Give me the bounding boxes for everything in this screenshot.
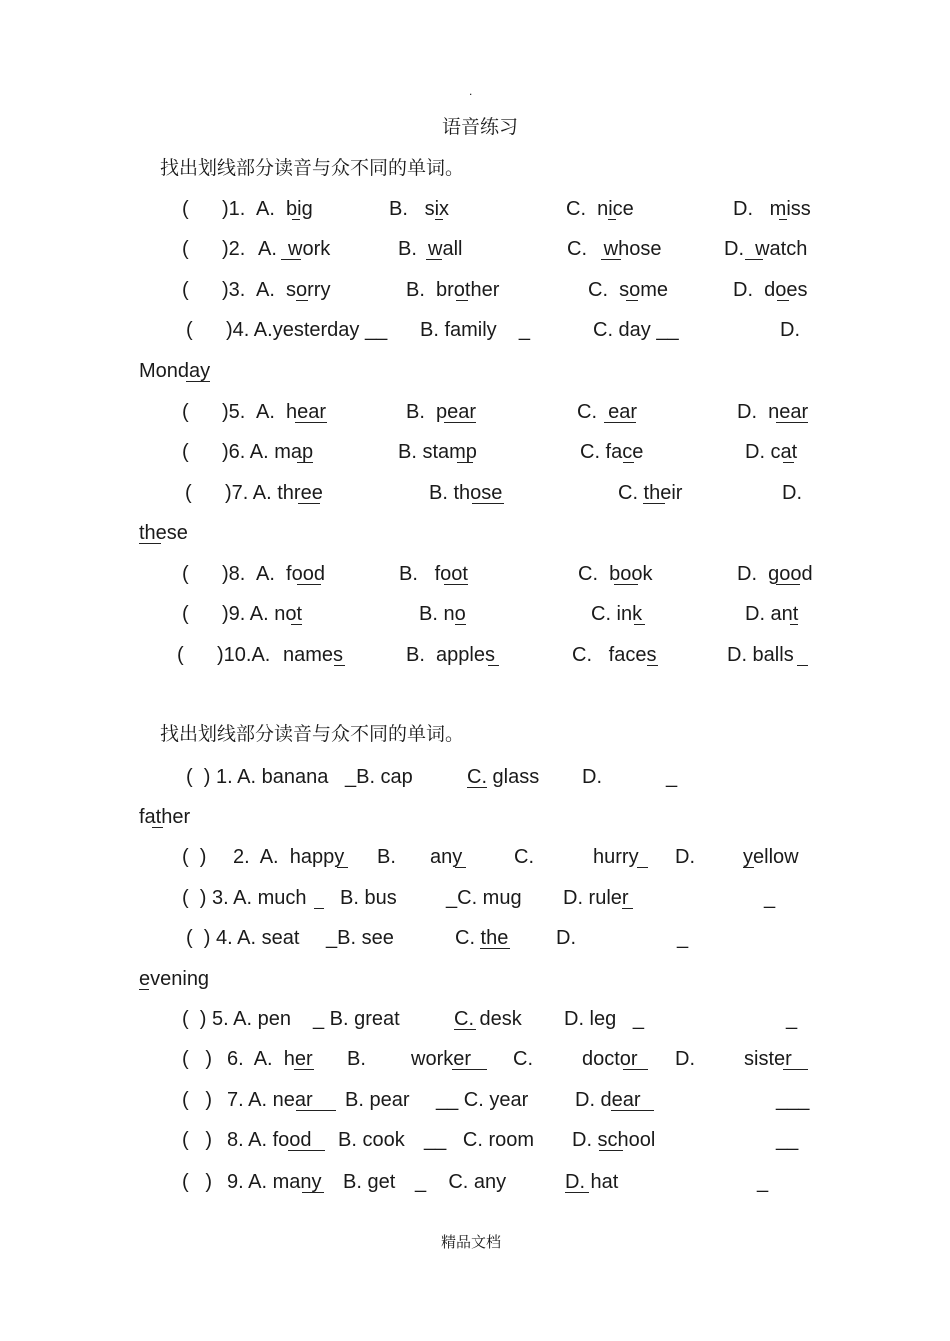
s1-q8-option-b: B. foot [399,563,468,585]
s1-q10-option-c: C. faces [572,644,657,666]
s2-q6-option-c-word: doctor [582,1048,638,1070]
s1-q1-option-a: A. big [256,198,313,220]
s1-q2-option-d: D. watch [724,238,808,260]
s1-q10-option-d: D. balls [727,644,794,666]
underline [297,584,321,585]
s2-q2-option-c-word: hurry [593,846,639,868]
underline [480,948,510,949]
underline [637,867,648,868]
s1-q2-number: ( )2. [182,238,246,260]
s2-q5-number: ( ) 5. A. pen [182,1008,291,1030]
s2-q1-blank: _ [666,766,678,788]
s1-q3-option-c: C. some [588,279,669,301]
section1-instruction: 找出划线部分读音与众不同的单词。 [160,157,465,179]
s2-q7-option-c: __ C. year [436,1089,529,1111]
s1-q10-option-b: B. apples [406,644,495,666]
s2-q5-blank: _ [786,1008,798,1030]
s1-q4-number: ( )4. A.yesterday __ [186,319,388,341]
underline [281,259,301,260]
underline [295,422,327,423]
s2-q8-number: ( ) [182,1129,212,1151]
s1-q4-option-b: B. family _ [420,319,531,341]
underline [288,1150,325,1151]
s1-q10-option-a: names [283,644,344,666]
underline [457,462,473,463]
s2-q2-option-d: D. [675,846,695,868]
underline [776,422,808,423]
s2-q4-blank: _ [677,927,689,949]
underline [296,300,308,301]
s1-q7-option-d-wrap: these [139,522,188,544]
s1-q4-option-d-wrap: Monday [139,360,211,382]
s2-q1-option-c: C. glass [467,766,540,788]
s2-q2-option-b-word: any [430,846,463,868]
s2-q6-option-c: C. [513,1048,533,1070]
underline [777,300,789,301]
underline [455,867,466,868]
s2-q3-option-d: D. ruler [563,887,629,909]
s1-q7-option-c: C. their [618,482,683,504]
s1-q2-option-c: C. whose [567,238,662,260]
underline [291,624,302,625]
s1-q6-option-b: B. stamp [398,441,477,463]
underline [139,543,161,544]
underline [296,1110,336,1111]
underline [776,584,800,585]
underline [797,665,808,666]
s2-q5-option-d: D. leg _ [564,1008,645,1030]
s2-q7-number: ( ) [182,1089,212,1111]
underline [444,422,476,423]
underline [790,624,798,625]
s1-q5-number: ( )5. [182,401,246,423]
s2-q5-option-b: _ B. great [313,1008,400,1030]
s2-q6-option-b-word: worker [411,1048,472,1070]
underline [334,665,345,666]
page-title: 语音练习 [442,116,519,138]
s2-q6-number: ( ) [182,1048,212,1070]
s1-q5-option-c: C. ear [577,401,638,423]
s2-q3-number: ( ) 3. A. much [182,887,307,909]
s2-q2-option-c: C. [514,846,534,868]
underline [604,422,636,423]
underline [297,462,313,463]
s1-q3-option-d: D. does [733,279,808,301]
underline [444,584,468,585]
s1-q8-option-c: C. book [578,563,653,585]
s1-q7-number: ( )7. A. three [185,482,323,504]
s2-q2-option-d-word: yellow [743,846,799,868]
s1-q9-number: ( )9. A. not [182,603,303,625]
footer-text: 精品文档 [441,1233,502,1251]
s1-q6-option-c: C. face [580,441,644,463]
s1-q8-option-d: D. good [737,563,813,585]
s1-q1-number: ( )1. [182,198,246,220]
underline [779,219,787,220]
underline [314,908,324,909]
s2-q7-option-d: D. dear [575,1089,641,1111]
underline [783,1069,808,1070]
s1-q9-option-d: D. ant [745,603,799,625]
underline [623,462,634,463]
underline [139,989,149,990]
s2-q9-option-c: _ C. any [415,1171,507,1193]
underline [599,1150,623,1151]
underline [455,624,466,625]
underline [601,259,621,260]
underline [488,665,499,666]
s1-q7-option-b: B. those [429,482,503,504]
s2-q3-blank: _ [764,887,776,909]
s2-q8-option-c: __ C. room [424,1129,535,1151]
s1-q2-option-a: A. work [258,238,331,260]
s2-q7-option-b: B. pear [345,1089,410,1111]
s1-q7-option-d: D. [782,482,802,504]
s1-q1-option-d: D. miss [733,198,811,220]
s2-q1-option-d-wrap: father [139,806,191,828]
s2-q8-option-d: D. school [572,1129,656,1151]
underline [783,462,794,463]
underline [643,503,665,504]
s2-q4-option-b: _B. see [326,927,394,949]
s2-q2-option-b: B. [377,846,396,868]
underline [622,908,633,909]
s2-q4-option-c: C. the [455,927,509,949]
s1-q3-number: ( )3. [182,279,246,301]
s2-q6-option-a: 6. A. her [227,1048,313,1070]
s2-q5-option-c: C. desk [454,1008,522,1030]
section2-instruction: 找出划线部分读音与众不同的单词。 [160,723,465,745]
s2-q1-number: ( ) 1. A. banana _B. cap [186,766,413,788]
s2-q3-option-b: B. bus [340,887,397,909]
s2-q6-option-d: D. [675,1048,695,1070]
s1-q5-option-d: D. near [737,401,809,423]
underline [745,259,763,260]
underline [634,624,645,625]
underline [337,867,348,868]
underline [623,1069,648,1070]
s2-q6-option-b: B. [347,1048,366,1070]
s1-q6-number: ( )6. A. map [182,441,314,463]
s1-q5-option-a: A. hear [256,401,327,423]
s2-q8-option-a: 8. A. food [227,1129,312,1151]
underline [302,1192,324,1193]
underline [294,1069,314,1070]
s2-q7-blank: ___ [776,1089,810,1111]
underline [435,219,443,220]
underline [467,787,487,788]
underline [452,1069,487,1070]
s2-q8-blank: __ [776,1129,799,1151]
s2-q2-number: ( ) [182,846,207,868]
s2-q4-number: ( ) 4. A. seat [186,927,300,949]
underline [614,584,638,585]
s1-q9-option-b: B. no [419,603,466,625]
underline [152,827,163,828]
underline [186,381,210,382]
s1-q1-option-b: B. six [389,198,450,220]
s2-q9-option-a: 9. A. many [227,1171,322,1193]
underline [647,665,658,666]
s2-q6-option-d-word: sister [744,1048,792,1070]
underline [298,503,320,504]
s1-q4-option-c: C. day __ [593,319,679,341]
s1-q6-option-d: D. cat [745,441,798,463]
s1-q4-option-d: D. [780,319,800,341]
s2-q1-option-d: D. [582,766,602,788]
s2-q9-number: ( ) [182,1171,212,1193]
s2-q9-option-d: D. hat [565,1171,619,1193]
s1-q8-option-a: A. food [256,563,325,585]
underline [608,219,616,220]
s2-q2-option-a: 2. A. happy [233,846,345,868]
s2-q8-option-b: B. cook [338,1129,405,1151]
underline [292,219,300,220]
underline [454,1029,476,1030]
header-mark: . [469,84,473,98]
s2-q9-blank: _ [757,1171,769,1193]
underline [565,1192,589,1193]
s1-q3-option-b: B. brother [406,279,500,301]
underline [472,503,504,504]
s1-q5-option-b: B. pear [406,401,477,423]
underline [743,867,754,868]
underline [426,259,442,260]
s1-q3-option-a: A. sorry [256,279,331,301]
s1-q2-option-b: B. wall [398,238,463,260]
s2-q9-option-b: B. get [343,1171,396,1193]
underline [611,1110,654,1111]
s1-q8-number: ( )8. [182,563,246,585]
s2-q4-option-d: D. [556,927,576,949]
s2-q7-option-a: 7. A. near [227,1089,313,1111]
s1-q10-number: ( )10.A. [177,644,271,666]
underline [456,300,468,301]
s2-q4-option-d-wrap: evening [139,968,210,990]
s2-q3-option-c: _C. mug [446,887,522,909]
s1-q1-option-c: C. nice [566,198,634,220]
underline [626,300,638,301]
s1-q9-option-c: C. ink [591,603,643,625]
